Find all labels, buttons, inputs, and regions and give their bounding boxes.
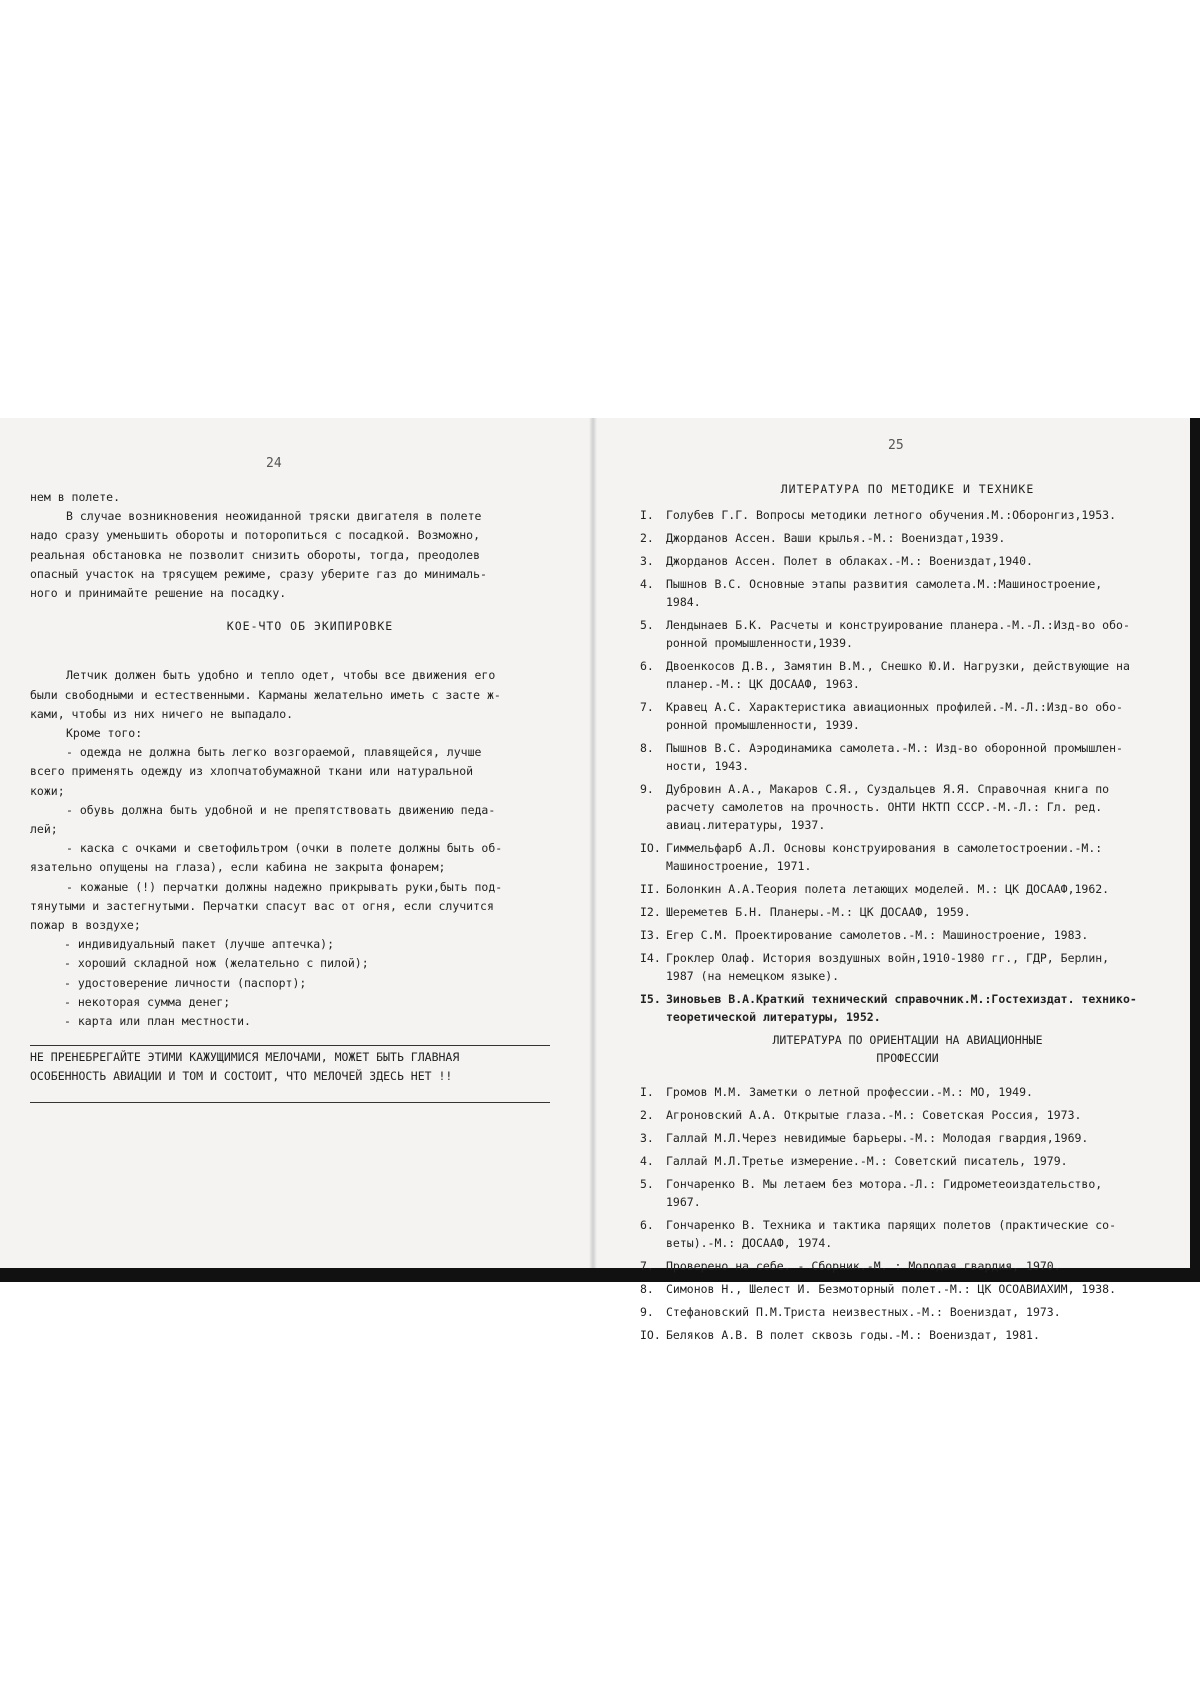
bibliography-entry <box>640 839 1175 875</box>
entry-number: I2. <box>640 905 661 919</box>
entry-text: Пышнов В.С. Основные этапы развития самолета.М.:Машиностроение, 1984. <box>666 577 1103 609</box>
bibliography-entry <box>640 616 1175 652</box>
entry-text: Шереметев Б.Н. Планеры.-М.: ЦК ДОСААФ, 1959. <box>666 905 971 919</box>
entry-number: 2. <box>640 531 654 545</box>
bibliography-entry <box>640 739 1175 775</box>
entry-number: 5. <box>640 618 654 632</box>
book-spread-scan <box>0 418 1200 1342</box>
entry-number: 6. <box>640 659 654 673</box>
text-line: пожар в воздухе; <box>30 918 141 933</box>
text-line: нем в полете. <box>30 490 121 504</box>
bibliography-entry <box>640 1303 1175 1321</box>
entry-text: Гиммельфарб А.Л. Основы конструирования в самолетостроении.-М.: Машиностроение, 1971. <box>666 841 1103 873</box>
entry-text: Болонкин А.А.Теория полета летающих моделей. М.: ЦК ДОСААФ,1962. <box>666 882 1110 896</box>
text-line: - кожаные (!) перчатки должны надежно прикрывать руки,быть под- <box>66 879 503 894</box>
list-item: - индивидуальный пакет (лучше аптечка); <box>64 937 335 952</box>
text-line: всего применять одежду из хлопчатобумажной ткани или натуральной <box>30 764 474 779</box>
entry-number: I3. <box>640 928 661 942</box>
intro-paragraph <box>30 488 550 603</box>
literature-methods-title: ЛИТЕРАТУРА ПО МЕТОДИКЕ И ТЕХНИКЕ <box>780 482 1035 496</box>
bibliography-entry <box>640 506 1175 524</box>
entry-text: Двоенкосов Д.В., Замятин В.М., Снешко Ю.И. Нагрузки, действующие на планер.-М.: ЦК ДОСААФ, 1963. <box>666 659 1130 691</box>
right-page-number: 25 <box>888 438 904 453</box>
bibliography-entry <box>640 1106 1175 1124</box>
entry-number: 8. <box>640 1282 654 1296</box>
text-line: - обувь должна быть удобной и не препятствовать движению педа- <box>66 802 496 817</box>
entry-number: I5. <box>640 992 661 1006</box>
entry-number: 9. <box>640 1305 654 1319</box>
bibliography-entry <box>640 990 1175 1026</box>
equipment-paragraph <box>30 666 550 935</box>
entry-number: I. <box>640 1085 654 1099</box>
text-line: Летчик должен быть удобно и тепло одет, чтобы все движения его <box>66 668 496 683</box>
bibliography-entry <box>640 903 1175 921</box>
entry-number: 9. <box>640 782 654 796</box>
bibliography-entry <box>640 552 1175 570</box>
entry-text: Симонов Н., Шелест И. Безмоторный полет.-М.: ЦК ОСОАВИАХИМ, 1938. <box>666 1282 1117 1296</box>
list-item: - удостоверение личности (паспорт); <box>64 975 307 990</box>
entry-number: 3. <box>640 1131 654 1145</box>
bibliography-entry <box>640 1152 1175 1170</box>
entry-text: Гончаренко В. Мы летаем без мотора.-Л.: Гидрометеоиздательство, 1967. <box>666 1177 1103 1209</box>
text-line: - одежда не должна быть легко возгораемой, плавящейся, лучше <box>66 745 482 760</box>
equipment-section-title: КОЕ-ЧТО ОБ ЭКИПИРОВКЕ <box>226 619 394 634</box>
bibliography-entry <box>640 1083 1175 1101</box>
bibliography-entry <box>640 1175 1175 1211</box>
text-line: ками, чтобы из них ничего не выпадало. <box>30 706 294 721</box>
bibliography-entry <box>640 529 1175 547</box>
entry-number: I4. <box>640 951 661 965</box>
text-line: были свободными и естественными. Карманы желательно иметь с засте ж- <box>30 687 501 702</box>
text-line: Кроме того: <box>66 726 143 741</box>
text-line: лей; <box>30 822 58 837</box>
equipment-list <box>30 935 550 1031</box>
bibliography-entry <box>640 949 1175 985</box>
list-item: - карта или план местности. <box>64 1014 251 1029</box>
bibliography-entry <box>640 1129 1175 1147</box>
left-page-number: 24 <box>266 456 282 471</box>
entry-number: 2. <box>640 1108 654 1122</box>
right-page <box>640 478 1175 1349</box>
bibliography-entry <box>640 1326 1175 1344</box>
entry-number: 7. <box>640 1259 654 1273</box>
entry-number: IO. <box>640 1328 661 1342</box>
entry-text: Проверено на себе. - Сборник.-М. : Молодая гвардия, 1970. <box>666 1259 1061 1273</box>
bibliography-entry <box>640 657 1175 693</box>
text-line: опасный участок на трясущем режиме, сразу уберите газ до минималь- <box>30 566 487 581</box>
entry-text: Егер С.М. Проектирование самолетов.-М.: Машиностроение, 1983. <box>666 928 1089 942</box>
entry-number: II. <box>640 882 661 896</box>
entry-text: Беляков А.В. В полет сквозь годы.-М.: Воениздат, 1981. <box>666 1328 1040 1342</box>
entry-number: I. <box>640 508 654 522</box>
list-item: - некоторая сумма денег; <box>64 994 231 1009</box>
bibliography-entry <box>640 880 1175 898</box>
entry-number: 7. <box>640 700 654 714</box>
scan-edge-right <box>1190 418 1200 1278</box>
entry-number: 4. <box>640 1154 654 1168</box>
entry-text: Громов М.М. Заметки о летной профессии.-М.: МО, 1949. <box>666 1085 1033 1099</box>
book-gutter <box>589 418 597 1282</box>
entry-number: 8. <box>640 741 654 755</box>
entry-text: Зиновьев В.А.Краткий технический справочник.М.:Гостехиздат. технико- теоретической литературы, 1952. <box>666 992 1137 1024</box>
text-line: ного и принимайте решение на посадку. <box>30 586 287 601</box>
warning-line: НЕ ПРЕНЕБРЕГАЙТЕ ЭТИМИ КАЖУЩИМИСЯ МЕЛОЧАМИ, МОЖЕТ БЫТЬ ГЛАВНАЯ <box>30 1050 460 1065</box>
entry-text: Джорданов Ассен. Ваши крылья.-М.: Воениздат,1939. <box>666 531 1006 545</box>
warning-box <box>30 1045 550 1103</box>
literature-methods-list <box>640 506 1175 1026</box>
text-line: реальная обстановка не позволит снизить обороты, тогда, преодолев <box>30 547 481 562</box>
text-line: язательно опущены на глаза), если кабина не закрыта фонарем; <box>30 860 446 875</box>
text-line: В случае возникновения неожиданной тряски двигателя в полете <box>66 509 482 524</box>
text-line: тянутыми и застегнутыми. Перчатки спасут вас от огня, если случится <box>30 898 494 913</box>
entry-text: Голубев Г.Г. Вопросы методики летного обучения.М.:Оборонгиз,1953. <box>666 508 1117 522</box>
entry-text: Галлай М.Л.Третье измерение.-М.: Советский писатель, 1979. <box>666 1154 1068 1168</box>
section-title-line: ЛИТЕРАТУРА ПО ОРИЕНТАЦИИ НА АВИАЦИОННЫЕ <box>772 1033 1043 1047</box>
bibliography-entry <box>640 575 1175 611</box>
entry-text: Галлай М.Л.Через невидимые барьеры.-М.: Молодая гвардия,1969. <box>666 1131 1089 1145</box>
literature-careers-list <box>640 1083 1175 1344</box>
warning-line: ОСОБЕННОСТЬ АВИАЦИИ И ТОМ И СОСТОИТ, ЧТО МЕЛОЧЕЙ ЗДЕСЬ НЕТ !! <box>30 1069 453 1084</box>
entry-text: Агроновский А.А. Открытые глаза.-М.: Советская Россия, 1973. <box>666 1108 1082 1122</box>
entry-number: 6. <box>640 1218 654 1232</box>
bibliography-entry <box>640 1216 1175 1252</box>
entry-text: Дубровин А.А., Макаров С.Я., Суздальцев Я.Я. Справочная книга по расчету самолетов на прочность. ОНТИ НКТП СССР.-М.-Л.: Гл. ред. авиац.литературы, 1937. <box>666 782 1110 832</box>
bibliography-entry <box>640 1280 1175 1298</box>
bibliography-entry <box>640 926 1175 944</box>
bibliography-entry <box>640 1257 1175 1275</box>
list-item: - хороший складной нож (желательно с пилой); <box>64 956 369 971</box>
text-line: надо сразу уменьшить обороты и поторопиться с посадкой. Возможно, <box>30 528 481 543</box>
entry-text: Гроклер Олаф. История воздушных войн,1910-1980 гг., ГДР, Берлин, 1987 (на немецком языке). <box>666 951 1110 983</box>
entry-number: IO. <box>640 841 661 855</box>
entry-number: 5. <box>640 1177 654 1191</box>
bibliography-entry <box>640 780 1175 834</box>
section-title-line: ПРОФЕССИИ <box>876 1051 939 1065</box>
text-line: кожи; <box>30 783 65 798</box>
left-page <box>30 488 550 1103</box>
bibliography-entry <box>640 698 1175 734</box>
text-line: - каска с очками и светофильтром (очки в полете должны быть об- <box>66 841 503 856</box>
entry-text: Пышнов В.С. Аэродинамика самолета.-М.: Изд-во оборонной промышлен- ности, 1943. <box>666 741 1123 773</box>
entry-text: Стефановский П.М.Триста неизвестных.-М.: Воениздат, 1973. <box>666 1305 1061 1319</box>
entry-text: Гончаренко В. Техника и тактика парящих полетов (практические со- веты).-М.: ДОСААФ, 1974. <box>666 1218 1117 1250</box>
entry-text: Джорданов Ассен. Полет в облаках.-М.: Воениздат,1940. <box>666 554 1033 568</box>
entry-number: 4. <box>640 577 654 591</box>
literature-careers-title <box>640 1031 1175 1067</box>
entry-text: Кравец А.С. Характеристика авиационных профилей.-М.-Л.:Изд-во обо- ронной промышленности, 1939. <box>666 700 1123 732</box>
entry-text: Лендынаев Б.К. Расчеты и конструирование планера.-М.-Л.:Изд-во обо- ронной промышленности,1939. <box>666 618 1130 650</box>
entry-number: 3. <box>640 554 654 568</box>
